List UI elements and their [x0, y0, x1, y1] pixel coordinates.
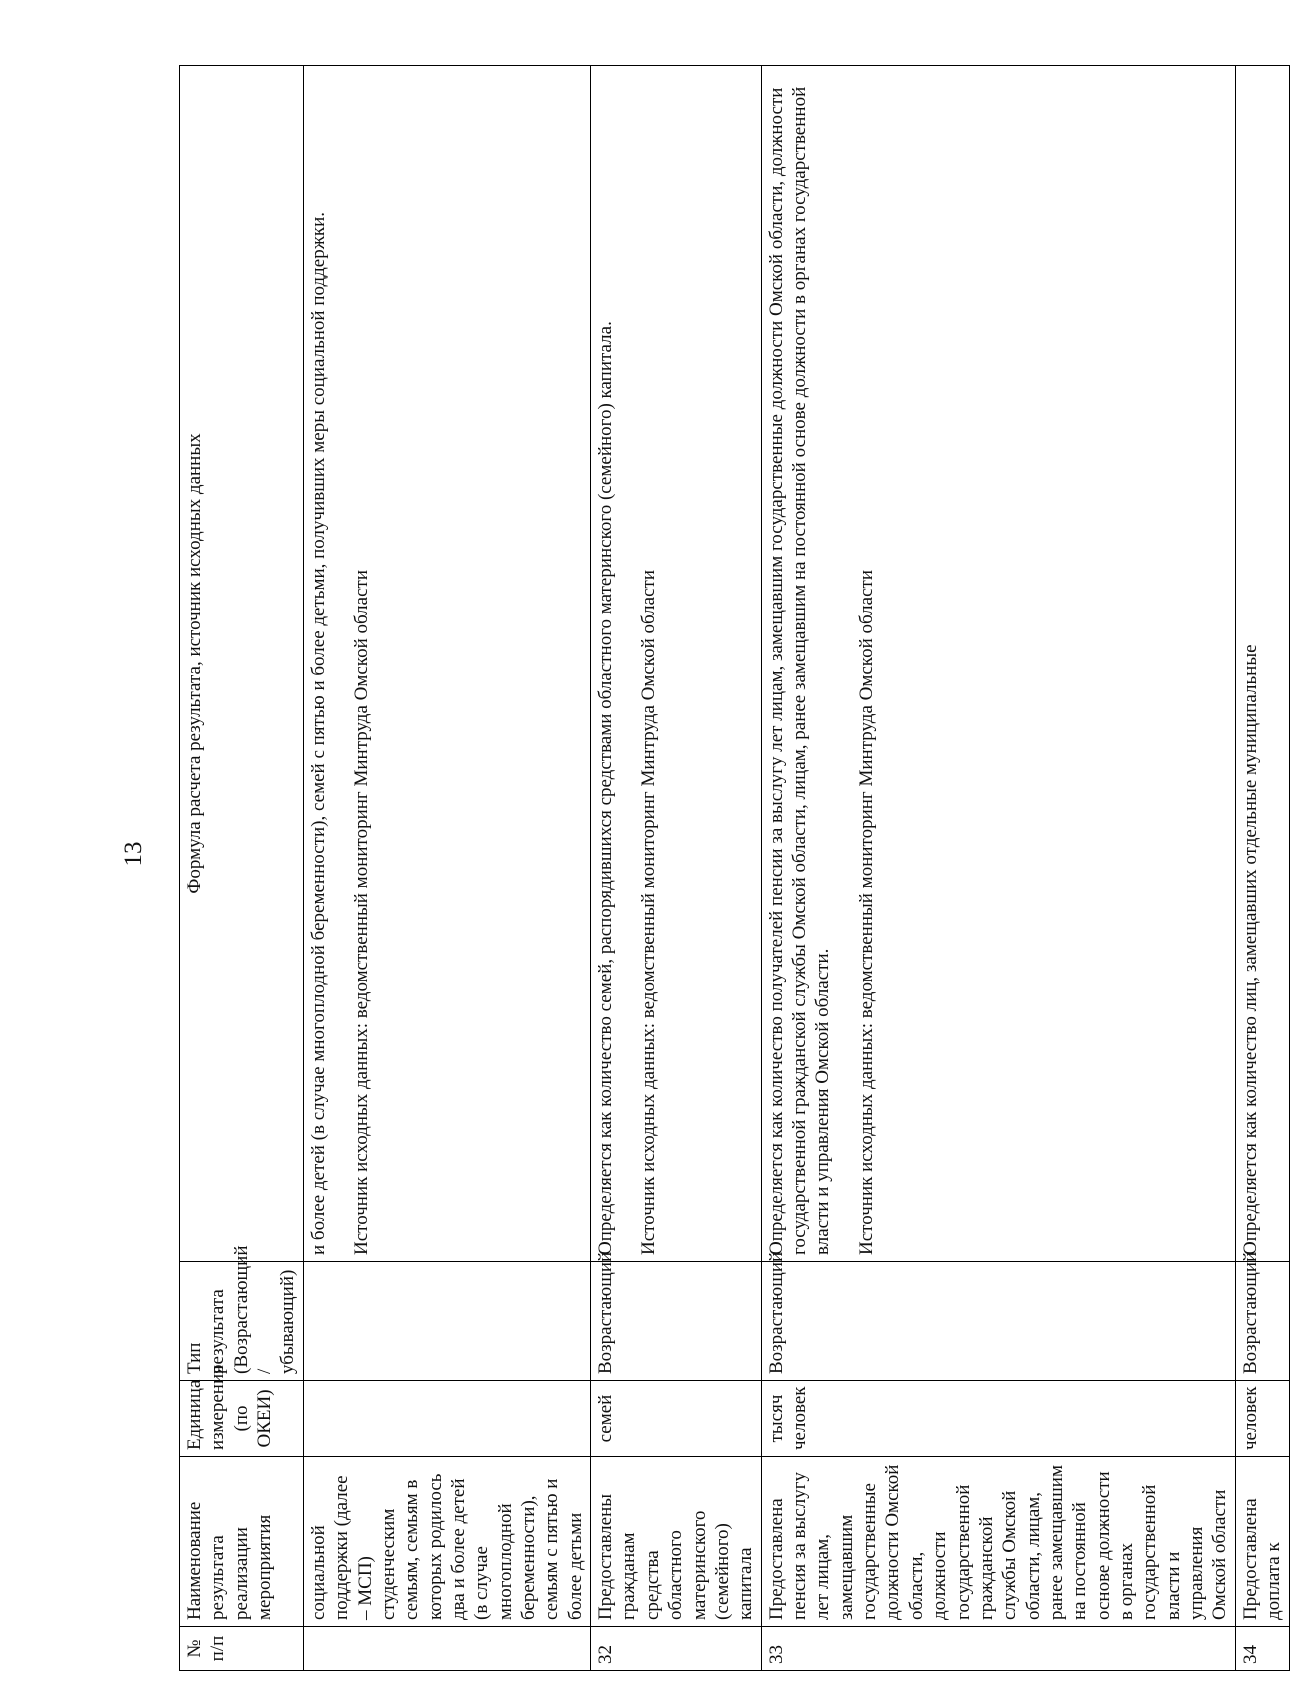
results-table [179, 65, 1290, 1671]
row-name: Предоставлена пенсия за выслугу лет лицам, замещавшим государственные должности Омской области, должности государственной гражданской службы Омской области, лицам, ранее замещавшим на постоянной основе должности в органах государственной власти и управления Омской области [761, 1457, 1235, 1627]
row-type: Возрастающий [1235, 1262, 1289, 1381]
row-unit: человек [1235, 1381, 1289, 1457]
table-row [1235, 66, 1289, 1671]
table-row [761, 66, 1235, 1671]
table-row [591, 66, 762, 1671]
row-unit [303, 1381, 590, 1457]
row-num: 34 [1235, 1627, 1289, 1671]
row-formula [1235, 66, 1289, 1262]
row-num: 32 [591, 1627, 762, 1671]
row-type [303, 1262, 590, 1381]
table-header-row [180, 66, 304, 1671]
table-row [303, 66, 590, 1671]
row-name: Предоставлены гражданам средства областного материнского (семейного) капитала [591, 1457, 762, 1627]
formula-text: Определяется как количество лиц, замещавших отдельные муниципальные [1239, 644, 1261, 1255]
header-type: Тип результата (Возрастающий /убывающий) [180, 1262, 304, 1381]
source-text: Источник исходных данных: ведомственный мониторинг Минтруда Омской области [638, 569, 660, 1255]
header-unit: Единица измерения (по ОКЕИ) [180, 1381, 304, 1457]
row-formula [761, 66, 1235, 1262]
header-name: Наименование результата реализации мероприятия [180, 1457, 304, 1627]
header-formula: Формула расчета результата, источник исходных данных [180, 66, 304, 1262]
row-formula [591, 66, 762, 1262]
rotated-page [179, 65, 1285, 1671]
header-num: № п/п [180, 1627, 304, 1671]
row-num [303, 1627, 590, 1671]
row-name: социальной поддержки (далее – МСП) студенческим семьям, семьям в которых родилось два и более детей (в случае многоплодной беременности), семьям с пятью и более детьми [303, 1457, 590, 1627]
row-type: Возрастающий [591, 1262, 762, 1381]
formula-text: Определяется как количество семей, распорядившихся средствами областного материнского (семейного) капитала. [595, 321, 617, 1255]
formula-text: и более детей (в случае многоплодной беременности), семей с пятью и более детьми, получивших меры социальной поддержки. [307, 211, 329, 1255]
source-text: Источник исходных данных: ведомственный мониторинг Минтруда Омской области [855, 569, 877, 1255]
formula-text: Определяется как количество получателей пенсии за выслугу лет лицам, замещавшим государственные должности Омской области, должности государственной гражданской службы Омской области, лицам, ранее замещавшим на постоянной основе должности в органах государственной власти и управления Омской области. [765, 86, 834, 1255]
row-unit: тысяч человек [761, 1381, 1235, 1457]
row-formula [303, 66, 590, 1262]
page-number: 13 [120, 841, 147, 867]
row-type: Возрастающий [761, 1262, 1235, 1381]
row-name: Предоставлена доплата к [1235, 1457, 1289, 1627]
row-num: 33 [761, 1627, 1235, 1671]
source-text: Источник исходных данных: ведомственный мониторинг Минтруда Омской области [351, 569, 373, 1255]
row-unit: семей [591, 1381, 762, 1457]
